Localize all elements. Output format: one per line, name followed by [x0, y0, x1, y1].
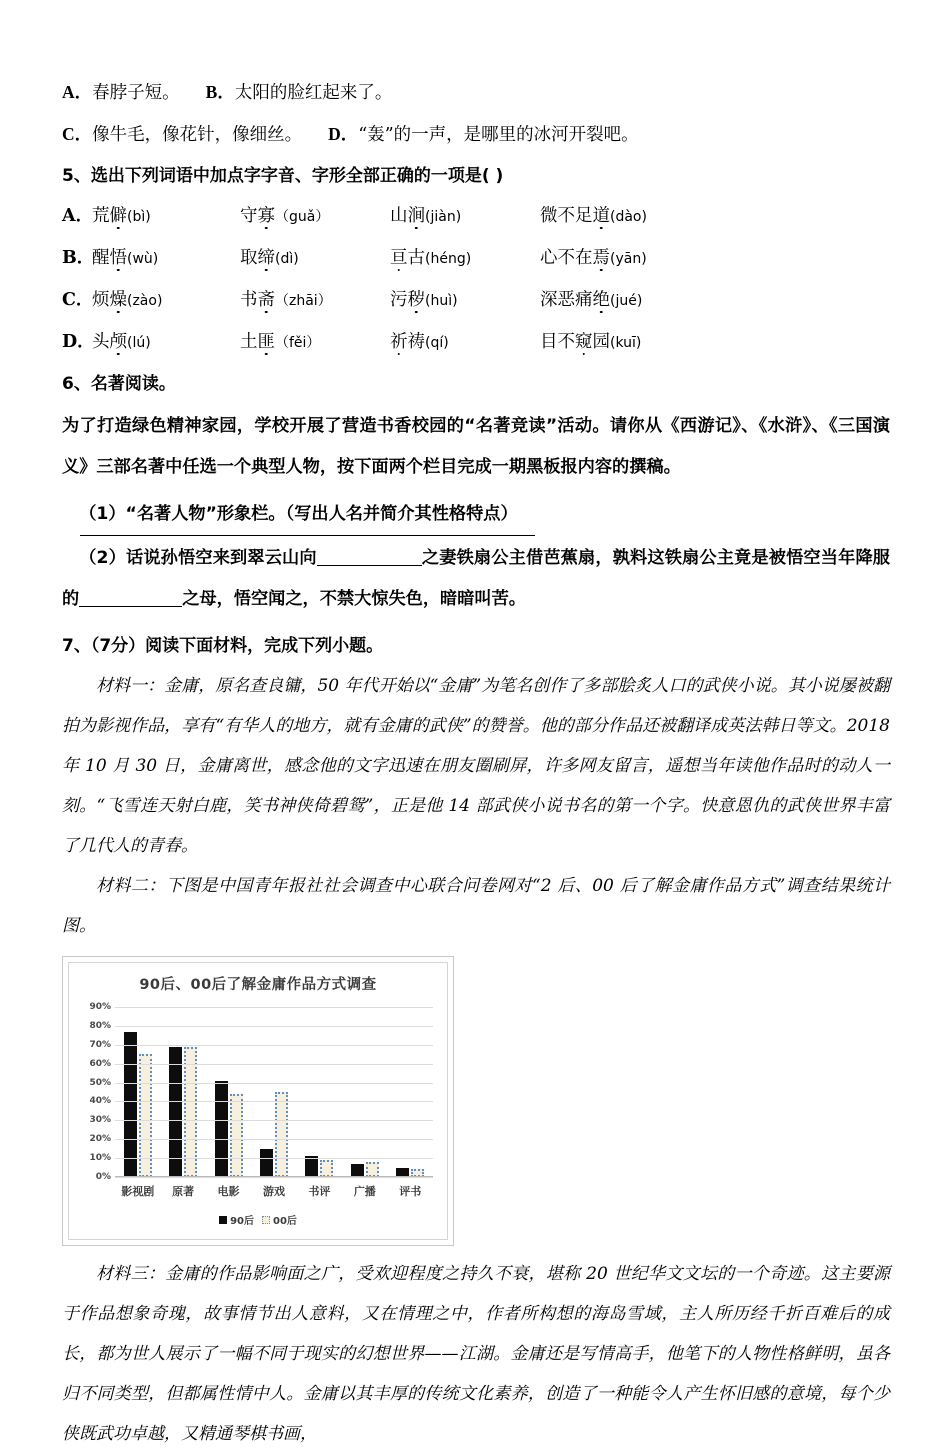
chart-bar-90hou: [215, 1081, 228, 1177]
pinyin: (dì): [275, 251, 299, 267]
chart-bar-00hou: [275, 1092, 288, 1177]
q7-material-3: 材料三：金庸的作品影响面之广，受欢迎程度之持久不衰，堪称 20 世纪华文文坛的一个奇迹。这主要源于作品想象奇瑰，故事情节出人意料，又在情理之中，作者所构想的海岛雪域，主人所历经千折百难后的成长，都为世人展示了一幅不同于现实的幻想世界——江湖。金庸还是写情高手，他笔下的人物性格鲜明，虽各归不同类型，但都属性情中人。金庸以其丰厚的传统文化素养，创造了一种能令人产生怀旧感的意境，每个少侠既武功卓越，又精通琴棋书画，: [62, 1264, 890, 1444]
chart-y-tick: 70%: [89, 1039, 111, 1050]
chart-bar-groups: [115, 1007, 433, 1198]
q5-choice-label: A．: [62, 206, 94, 226]
chart-x-label: 游戏: [262, 1185, 285, 1198]
chart-gridline: [115, 1064, 433, 1065]
q4-option-row-1: [62, 72, 890, 114]
chart-frame: [68, 962, 448, 1240]
chart-bar-90hou: [305, 1156, 318, 1177]
chart-legend-label: 00后: [273, 1216, 297, 1227]
q6-answer-blank-line[interactable]: [80, 535, 535, 536]
word-char: 在: [575, 248, 593, 268]
q4-option-row-2: [62, 114, 890, 156]
word-char: 痛: [575, 290, 593, 310]
chart-gridline: [115, 1026, 433, 1027]
pinyin: （zhāi）: [275, 293, 332, 309]
q6-intro: 为了打造绿色精神家园，学校开展了营造书香校园的“名著竞读”活动。请你从《西游记》、《水浒》、《三国演义》三部名著中任选一个典型人物，按下面两个栏目完成一期黑板报内容的撰稿。: [62, 416, 890, 477]
page-content: [62, 72, 890, 1454]
dotted-char: 道: [592, 206, 610, 226]
chart-y-tick: 40%: [89, 1096, 111, 1107]
dotted-char: 悟: [109, 248, 127, 268]
q5-choice-label: B．: [62, 248, 95, 268]
chart-x-label: 原著: [172, 1185, 195, 1198]
q5-choice-item: [240, 322, 390, 364]
chart-x-label: 书评: [308, 1185, 331, 1198]
q6-sub2: [62, 538, 890, 620]
chart-y-tick: 80%: [89, 1020, 111, 1031]
pinyin: (jué): [610, 293, 643, 309]
chart-gridline: [115, 1007, 433, 1008]
q5-choice-item: [540, 196, 647, 238]
q5-choice-item: [92, 238, 240, 280]
chart-gridline: [115, 1083, 433, 1084]
q5-choice-item: [92, 322, 240, 364]
q5-choice-row[interactable]: [62, 238, 890, 280]
word-char: 不: [557, 248, 575, 268]
q7-stem: （7分）阅读下面材料，完成下列小题。: [90, 636, 384, 656]
word-char: 土: [240, 332, 258, 352]
chart-title: 90后、00后了解金庸作品方式调查: [139, 977, 377, 993]
survey-chart: [62, 956, 454, 1246]
q7-stem-line: [62, 626, 890, 666]
q5-stem-line: [62, 156, 890, 196]
q5-choice-row[interactable]: [62, 196, 890, 238]
q6-sub2-part3: 之母，悟空闻之，不禁大惊失色，暗暗叫苦。: [182, 589, 526, 609]
chart-plot-area: [89, 1002, 433, 1198]
q4-option-a-text: 春脖子短。: [92, 83, 180, 103]
q5-choice-item: [92, 196, 240, 238]
chart-bar-group: [160, 1007, 205, 1198]
word-char: 不: [557, 332, 575, 352]
chart-gridline: [115, 1139, 433, 1140]
chart-bar-00hou: [320, 1160, 333, 1177]
q7-material-1: 材料一：金庸，原名查良镛，50 年代开始以“金庸”为笔名创作了多部脍炙人口的武侠小说。其小说屡被翻拍为影视作品，享有“有华人的地方，就有金庸的武侠”的赞誉。他的部分作品还被翻译成英法韩日等文。2018 年 10 月 30 日，金庸离世，感念他的文字迅速在朋友圈刷屏，许多网友留言，遥想当年读他作品时的动人一刻。“飞雪连天射白鹿，笑书神侠倚碧鸳”，正是他 14 部武侠小说书名的第一个字。快意恩仇的武侠世界丰富了几代人的青春。: [62, 676, 890, 856]
chart-gridline: [115, 1101, 433, 1102]
chart-y-tick: 30%: [89, 1115, 111, 1126]
chart-bar-00hou: [366, 1162, 379, 1177]
chart-legend-swatch: [262, 1216, 270, 1224]
dotted-char: 燥: [109, 290, 127, 310]
dotted-char: 秽: [407, 290, 425, 310]
word-char: 不: [557, 206, 575, 226]
chart-bar-90hou: [124, 1032, 137, 1177]
q5-choice-item: [390, 322, 540, 364]
q4-option-b-label: B．: [205, 82, 235, 102]
chart-gridline: [115, 1177, 433, 1178]
chart-legend-item: [262, 1212, 297, 1227]
q6-title: 名著阅读。: [90, 374, 176, 394]
word-char: 园: [592, 332, 610, 352]
pinyin: (dào): [610, 209, 647, 225]
pinyin: (qí): [425, 335, 449, 351]
pinyin: (héng): [425, 251, 472, 267]
q4-option-a-label: A．: [62, 82, 93, 102]
q4-option-d-label: D．: [328, 124, 359, 144]
dotted-char: 涧: [407, 206, 425, 226]
chart-legend-item: [219, 1212, 254, 1227]
q4-option-b-text: 太阳的脸红起来了。: [234, 83, 393, 103]
q6-blank-2[interactable]: [79, 606, 182, 607]
chart-y-tick: 0%: [95, 1172, 111, 1182]
dotted-char: 亘: [390, 248, 408, 268]
pinyin: (wù): [127, 251, 159, 267]
chart-bar-group: [251, 1007, 296, 1198]
q6-sub2-part2: 之妻铁扇公主借芭蕉扇，孰料这铁扇公主竟是被悟空当年降服的: [62, 548, 890, 609]
chart-bar-90hou: [260, 1149, 273, 1177]
word-char: 古: [407, 248, 425, 268]
word-char: 烦: [92, 290, 110, 310]
q5-choice-item: [540, 280, 642, 322]
chart-y-tick: 10%: [89, 1153, 111, 1164]
word-char: 深: [540, 290, 558, 310]
dotted-char: 斋: [257, 290, 275, 310]
q5-choice-item: [390, 238, 540, 280]
q7-number: 7、: [62, 636, 91, 656]
word-char: 荒: [92, 206, 110, 226]
pinyin: (huì): [425, 293, 458, 309]
dotted-char: 绝: [592, 290, 610, 310]
word-char: 心: [540, 248, 558, 268]
word-char: 足: [575, 206, 593, 226]
chart-gridline: [115, 1120, 433, 1121]
dotted-char: 缔: [257, 248, 275, 268]
q5-choice-item: [390, 280, 540, 322]
chart-gridline: [115, 1045, 433, 1046]
chart-y-tick: 60%: [89, 1058, 111, 1069]
q6-title-line: [62, 364, 890, 404]
word-char: 头: [92, 332, 110, 352]
q6-sub2-part1: （2）话说孙悟空来到翠云山向: [79, 548, 317, 568]
chart-bar-group: [342, 1007, 387, 1198]
q5-choice-item: [92, 280, 240, 322]
chart-x-label: 评书: [399, 1185, 422, 1198]
chart-gridline: [115, 1158, 433, 1159]
q4-option-c-label: C．: [62, 124, 93, 144]
word-char: 书: [240, 290, 258, 310]
chart-legend-label: 90后: [230, 1216, 254, 1227]
pinyin: (kuī): [610, 335, 642, 351]
chart-bar-group: [297, 1007, 342, 1198]
q6-blank-1[interactable]: [317, 565, 422, 566]
pinyin: （fěi）: [275, 335, 321, 351]
chart-x-label: 广播: [353, 1185, 376, 1198]
chart-bar-00hou: [230, 1094, 243, 1177]
q6-sub1: （1）“名著人物”形象栏。（写出人名并简介其性格特点）: [79, 504, 518, 524]
q5-choice-row[interactable]: [62, 280, 890, 322]
word-char: 污: [390, 290, 408, 310]
chart-legend-swatch: [219, 1216, 227, 1224]
dotted-char: 焉: [592, 248, 610, 268]
q5-choice-item: [240, 238, 390, 280]
q6-number: 6、: [62, 374, 91, 394]
q5-choice-item: [240, 280, 390, 322]
q7-material-2-lead: 材料二：下图是中国青年报社社会调查中心联合问卷网对“2 后、00 后了解金庸作品方式”调查结果统计图。: [62, 876, 890, 936]
word-char: 祷: [407, 332, 425, 352]
q5-choice-item: [240, 196, 390, 238]
word-char: 守: [240, 206, 258, 226]
q5-choice-item: [390, 196, 540, 238]
pinyin: （guǎ）: [275, 209, 330, 225]
chart-bar-group: [115, 1007, 160, 1198]
word-char: 目: [540, 332, 558, 352]
dotted-char: 匪: [257, 332, 275, 352]
chart-x-label: 影视剧: [121, 1185, 155, 1198]
q5-stem: 选出下列词语中加点字字音、字形全部正确的一项是( ): [90, 166, 504, 186]
dotted-char: 僻: [109, 206, 127, 226]
q5-number: 5、: [62, 166, 91, 186]
q5-choices: [62, 196, 890, 364]
chart-legend: [69, 1212, 447, 1227]
q5-choice-label: C．: [62, 290, 94, 310]
word-char: 取: [240, 248, 258, 268]
pinyin: (lú): [127, 335, 151, 351]
q5-choice-item: [540, 322, 641, 364]
chart-y-tick: 20%: [89, 1134, 111, 1145]
word-char: 恶: [557, 290, 575, 310]
chart-bar-group: [206, 1007, 251, 1198]
chart-x-label: 电影: [217, 1185, 240, 1198]
dotted-char: 祈: [390, 332, 408, 352]
q6-answer-line-wrap: [62, 535, 890, 536]
pinyin: (bì): [127, 209, 151, 225]
pinyin: (jiàn): [425, 209, 462, 225]
chart-bar-group: [388, 1007, 433, 1198]
pinyin: (zào): [127, 293, 163, 309]
q5-choice-row[interactable]: [62, 322, 890, 364]
word-char: 山: [390, 206, 408, 226]
pinyin: (yān): [610, 251, 647, 267]
q5-choice-label: D．: [62, 332, 95, 352]
dotted-char: 颅: [109, 332, 127, 352]
dotted-char: 寡: [257, 206, 275, 226]
word-char: 醒: [92, 248, 110, 268]
chart-y-tick: 90%: [89, 1002, 111, 1012]
q4-option-d-text: “轰”的一声，是哪里的冰河开裂吧。: [358, 125, 639, 145]
q5-choice-item: [540, 238, 647, 280]
chart-y-tick: 50%: [89, 1077, 111, 1088]
q4-option-c-text: 像牛毛，像花针，像细丝。: [92, 125, 303, 145]
dotted-char: 窥: [575, 332, 593, 352]
word-char: 微: [540, 206, 558, 226]
